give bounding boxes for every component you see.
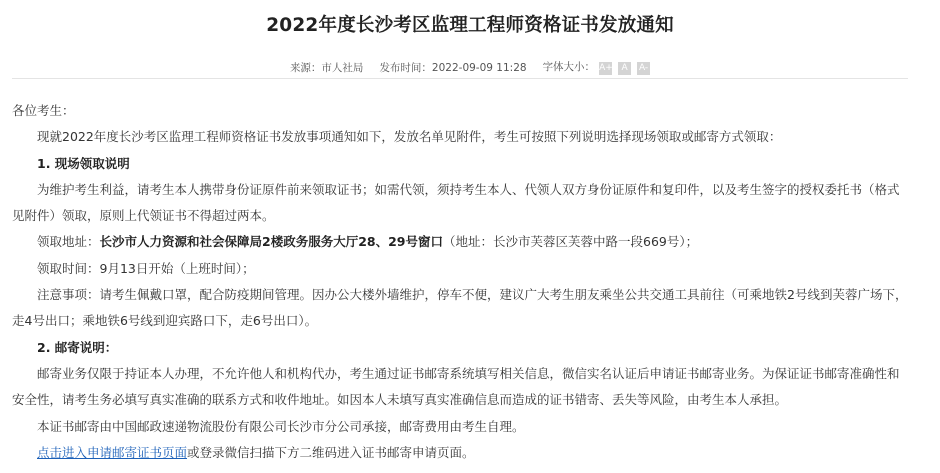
mail-application-link[interactable]: 点击进入申请邮寄证书页面 xyxy=(37,444,188,460)
article-body xyxy=(12,98,910,466)
font-decrease-button[interactable]: A- xyxy=(638,63,649,73)
address-paragraph xyxy=(12,229,910,255)
greeting: 各位考生： xyxy=(12,103,75,118)
intro-paragraph: 现就2022年度长沙考区监理工程师资格证书发放事项通知如下，发放名单见附件，考生可按照下列说明选择现场领取或邮寄方式领取： xyxy=(37,129,782,145)
address-label: 领取地址： xyxy=(37,234,100,250)
font-increase-button[interactable]: A+ xyxy=(599,63,613,73)
page-title: 2022年度长沙考区监理工程师资格证书发放通知 xyxy=(266,15,674,36)
mail-link-paragraph xyxy=(12,440,910,466)
article-meta xyxy=(0,59,940,75)
notice-paragraph: 注意事项：请考生佩戴口罩，配合防疫期间管理。因办公大楼外墙维护，停车不便，建议广大考生朋友乘坐公共交通工具前往（可乘地铁2号线到芙蓉广场下，走4号出口；乘地铁6号线到迎宾路口下，走6号出口）。 xyxy=(12,287,908,329)
font-normal-button[interactable]: A xyxy=(618,62,631,75)
section2-heading: 2. 邮寄说明： xyxy=(37,339,118,355)
address-detail: （地址：长沙市芙蓉区芙蓉中路一段669号）； xyxy=(443,234,699,250)
address-bold: 长沙市人力资源和社会保障局2楼政务服务大厅28、29号窗口 xyxy=(99,234,444,250)
mail-link-tail: 或登录微信扫描下方二维码进入证书邮寄申请页面。 xyxy=(187,444,475,460)
publish-time: 发布时间：2022-09-09 11:28 xyxy=(379,61,527,74)
section1-paragraph: 为维护考生利益，请考生本人携带身份证原件前来领取证书；如需代领，须持考生本人、代领人双方身份证原件和复印件，以及考生签字的授权委托书（格式见附件）领取，原则上代领证书不得超过两本。 xyxy=(12,181,900,224)
header-divider xyxy=(12,78,908,79)
section1-heading: 1. 现场领取说明 xyxy=(37,155,130,171)
pickup-time: 领取时间：9月13日开始（上班时间）； xyxy=(37,260,255,276)
section2-paragraph: 邮寄业务仅限于持证本人办理，不允许他人和机构代办，考生通过证书邮寄系统填写相关信息，微信实名认证后申请证书邮寄业务。为保证证书邮寄准确性和安全性，请考生务必填写真实准确的联系方式和收件地址。如因本人未填写真实准确信息而造成的证书错寄、丢失等风险，由考生本人承担。 xyxy=(12,365,900,408)
font-size-label: 字体大小： xyxy=(542,61,596,73)
source-label: 来源：市人社局 xyxy=(289,61,364,74)
font-size-control xyxy=(543,59,651,75)
section2-fee-paragraph: 本证书邮寄由中国邮政速递物流股份有限公司长沙市分公司承接，邮寄费用由考生自理。 xyxy=(37,418,525,434)
